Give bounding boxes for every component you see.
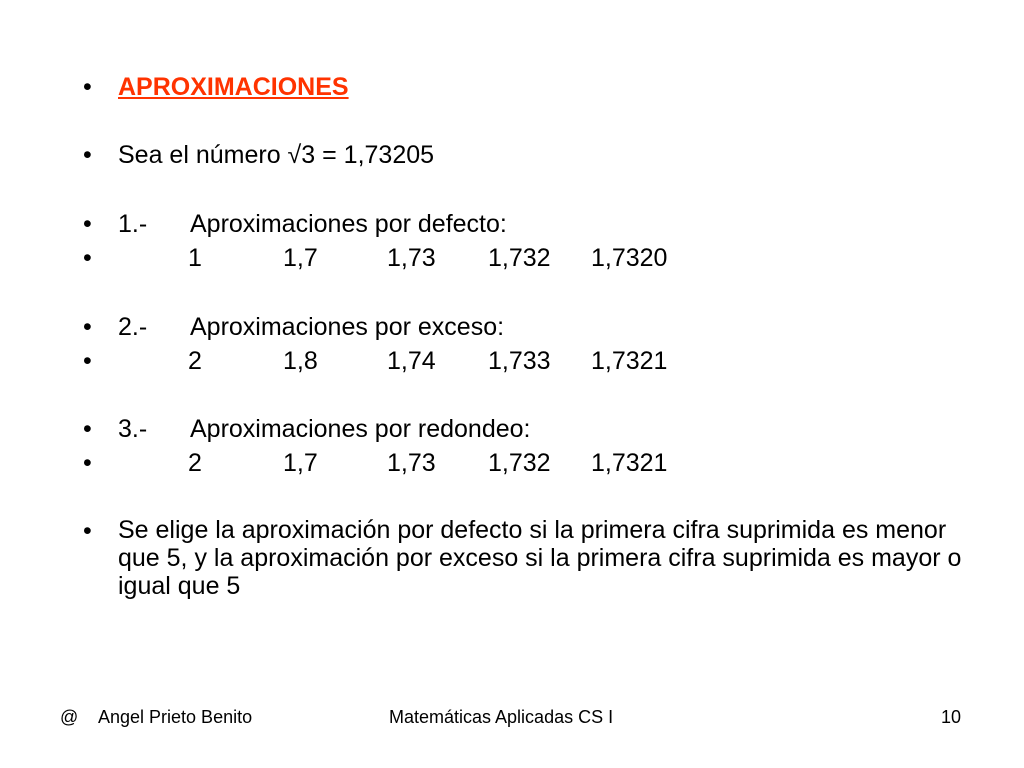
value-cell: 1,7 (283, 244, 318, 272)
bullet-marker: • (83, 210, 92, 238)
copyright-symbol: @ (60, 707, 79, 727)
slide-title: APROXIMACIONES (118, 73, 349, 101)
value-cell: 1,73 (387, 449, 436, 477)
bullet-marker: • (83, 415, 92, 443)
value-cell: 1,7321 (591, 449, 668, 477)
bullet-marker: • (83, 517, 92, 545)
bullet-marker: • (83, 347, 92, 375)
value-cell: 1,733 (488, 347, 551, 375)
value-cell: 1,732 (488, 244, 551, 272)
value-cell: 1,732 (488, 449, 551, 477)
section-label: Aproximaciones por redondeo: (190, 415, 531, 443)
bullet-marker: • (83, 244, 92, 272)
intro-text: Sea el número √3 = 1,73205 (118, 141, 435, 169)
conclusion-text: Se elige la aproximación por defecto si la primera cifra suprimida es menor que 5, y la aproximación por exceso si la primera cifra suprimida es mayor o igual que 5 (118, 516, 962, 600)
section-label: Aproximaciones por exceso: (190, 313, 505, 341)
bullet-marker: • (83, 313, 92, 341)
value-cell: 1,7 (283, 449, 318, 477)
footer-course: Matemáticas Aplicadas CS I (389, 707, 614, 727)
section-number: 1.- (118, 210, 148, 238)
value-cell: 1,8 (283, 347, 318, 375)
section-number: 2.- (118, 313, 148, 341)
value-cell: 1,7320 (591, 244, 668, 272)
value-cell: 2 (188, 347, 202, 375)
footer-author: Angel Prieto Benito (98, 707, 253, 727)
value-cell: 1,73 (387, 244, 436, 272)
section-number: 3.- (118, 415, 148, 443)
section-label: Aproximaciones por defecto: (190, 210, 507, 238)
value-cell: 2 (188, 449, 202, 477)
bullet-marker: • (83, 73, 92, 101)
page-number: 10 (941, 707, 962, 727)
value-cell: 1,7321 (591, 347, 668, 375)
bullet-marker: • (83, 141, 92, 169)
bullet-marker: • (83, 449, 92, 477)
value-cell: 1 (188, 244, 202, 272)
value-cell: 1,74 (387, 347, 436, 375)
